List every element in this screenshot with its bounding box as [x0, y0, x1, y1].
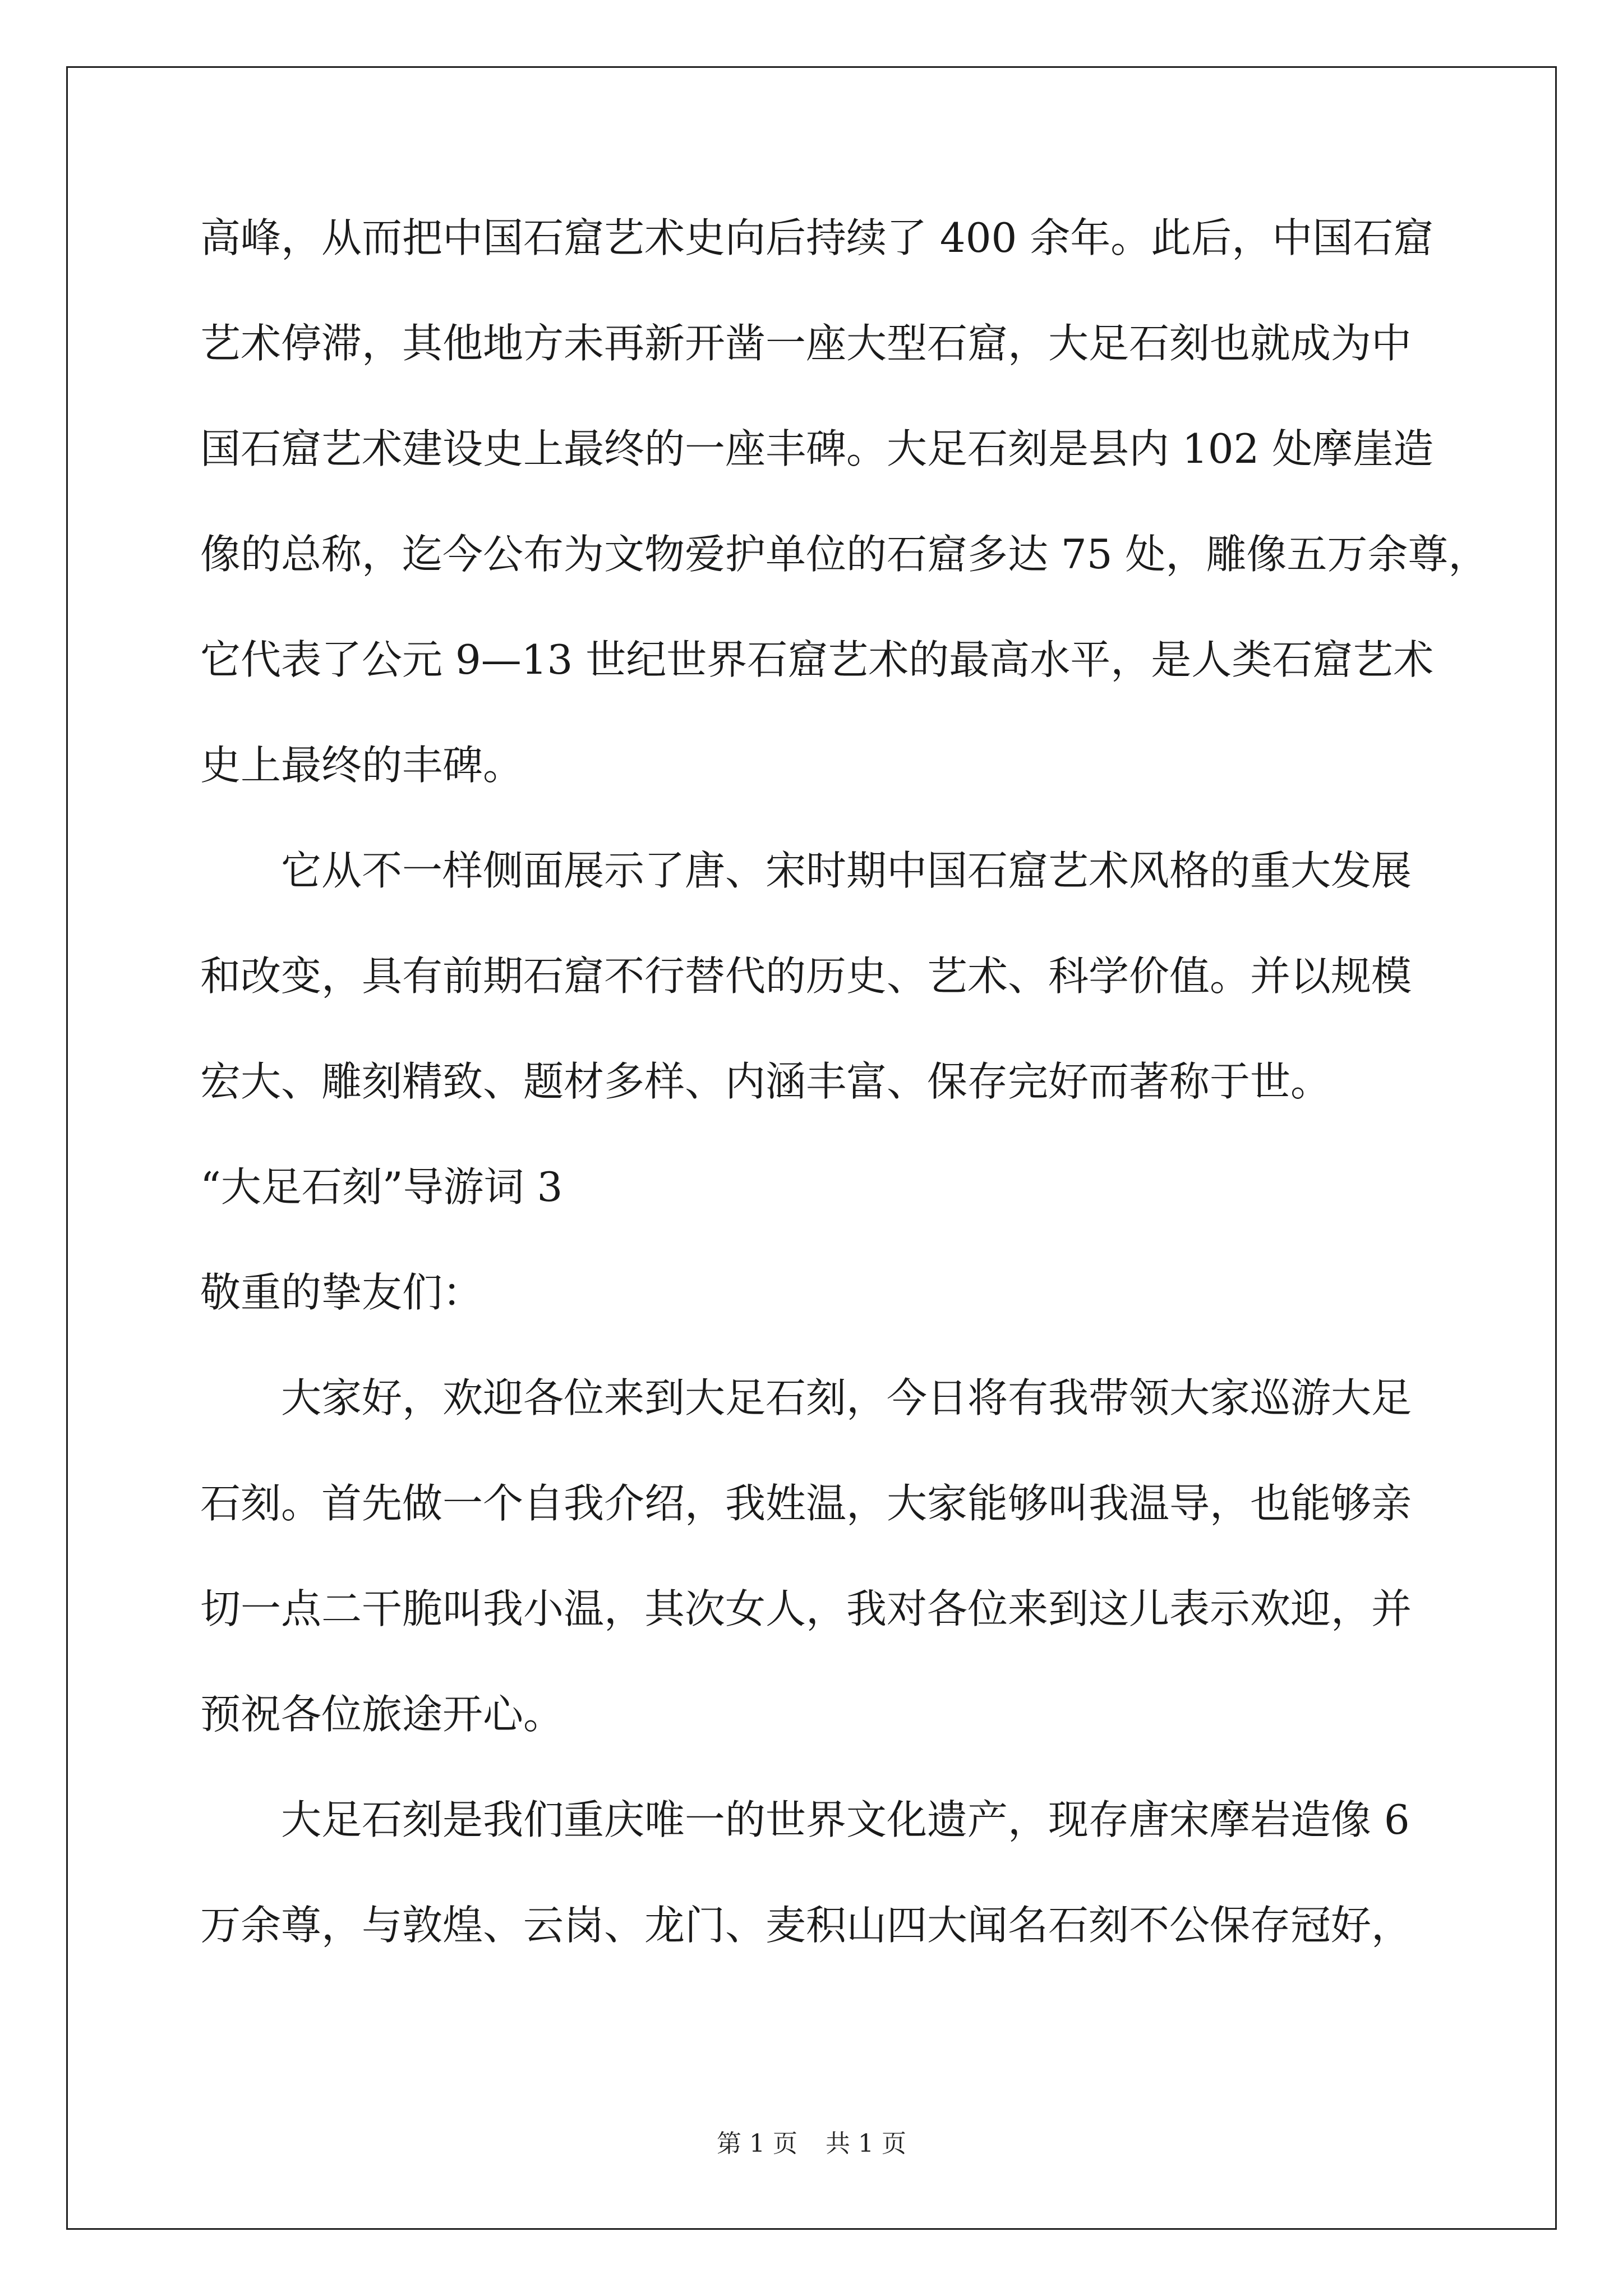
text-line: 史上最终的丰碑。 — [200, 742, 524, 789]
text-line: 它代表了公元 9—13 世纪世界石窟艺术的最高水平，是人类石窟艺术 — [200, 636, 1434, 683]
page-number-total: 共 1 页 — [826, 2129, 906, 2158]
paragraph-start-line: 它从不一样侧面展示了唐、宋时期中国石窟艺术风格的重大发展 — [281, 847, 1412, 894]
text-line: 万余尊，与敦煌、云岗、龙门、麦积山四大闻名石刻不公保存冠好， — [200, 1902, 1412, 1949]
text-line: 国石窟艺术建设史上最终的一座丰碑。大足石刻是县内 102 处摩崖造 — [200, 425, 1434, 472]
text-line: 和改变，具有前期石窟不行替代的历史、艺术、科学价值。并以规模 — [200, 953, 1412, 1000]
page-footer — [0, 2127, 1623, 2161]
text-line: 预祝各位旅途开心。 — [200, 1691, 564, 1738]
salutation-line: 敬重的挚友们： — [200, 1269, 483, 1316]
text-line: 宏大、雕刻精致、题材多样、内涵丰富、保存完好而著称于世。 — [200, 1058, 1331, 1105]
text-line: 艺术停滞，其他地方未再新开凿一座大型石窟，大足石刻也就成为中 — [200, 320, 1412, 367]
paragraph-start-line: 大足石刻是我们重庆唯一的世界文化遗产，现存唐宋摩岩造像 6 — [281, 1796, 1410, 1843]
text-line: 像的总称，迄今公布为文物爱护单位的石窟多达 75 处，雕像五万余尊， — [200, 531, 1489, 578]
text-line: 高峰，从而把中国石窟艺术史向后持续了 400 余年。此后，中国石窟 — [200, 214, 1434, 261]
page-number-current: 第 1 页 — [717, 2129, 797, 2158]
text-line: 切一点二干脆叫我小温，其次女人，我对各位来到这儿表示欢迎，并 — [200, 1585, 1412, 1632]
section-heading: “大足石刻”导游词 3 — [200, 1163, 563, 1211]
text-line: 石刻。首先做一个自我介绍，我姓温，大家能够叫我温导，也能够亲 — [200, 1480, 1412, 1527]
document-body — [200, 201, 1489, 1994]
paragraph-start-line: 大家好，欢迎各位来到大足石刻，今日将有我带领大家巡游大足 — [281, 1374, 1412, 1421]
